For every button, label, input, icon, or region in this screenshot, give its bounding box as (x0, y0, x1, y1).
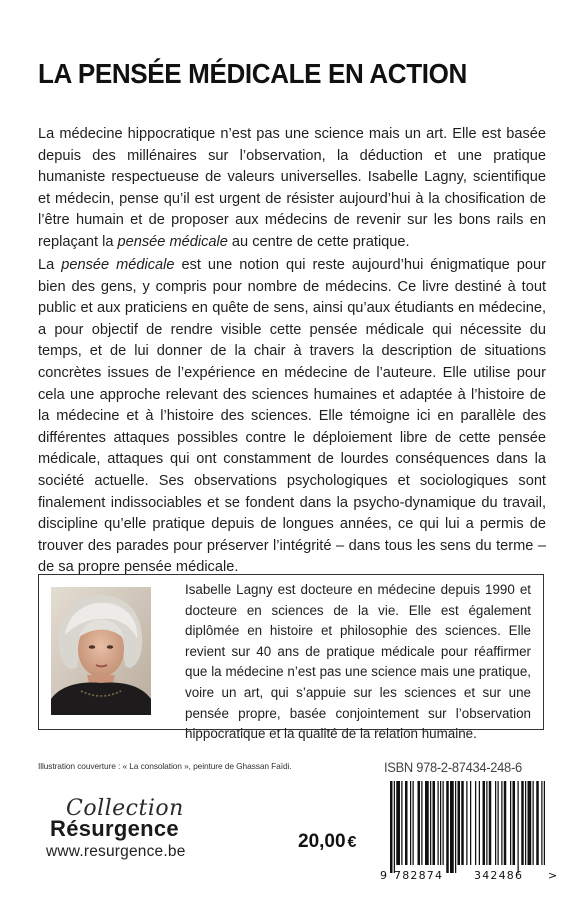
barcode-bar (418, 781, 421, 865)
author-bio-text: Isabelle Lagny est docteure en médecine depuis 1990 et docteure en sciences de la vie. Elle est également diplômée en histoire et philosophie des sciences. Elle revient sur 40 ans de pratique médicale pour réaffirmer que la médecine n’est pas une science mais une pratique, voire un art, qui s’appuie sur les sciences et sur une pensée propre, basée conjointement sur l’observation hippocratique et la qualité de la relation humaine. (185, 582, 531, 742)
logo-collection-text: Collection (66, 796, 184, 821)
barcode-bar (450, 781, 454, 873)
barcode-bar (461, 781, 464, 865)
illustration-credit: Illustration couverture : « La consolation », peinture de Ghassan Faïdi. (38, 761, 292, 771)
barcode-graphic (378, 781, 556, 885)
barcode-bar (401, 781, 402, 865)
barcode-bar (410, 781, 411, 865)
barcode-bar (536, 781, 539, 865)
barcode-bar (446, 781, 449, 873)
barcode-bar (396, 781, 400, 865)
p2-italic: pensée médicale (61, 257, 175, 273)
barcode-bar (544, 781, 545, 865)
isbn-barcode (378, 781, 556, 885)
barcode-digits-left: 782874 (394, 869, 444, 882)
price-amount: 20,00 (298, 831, 346, 852)
barcode-bar (521, 781, 524, 865)
barcode-bar (504, 781, 507, 865)
barcode-bar (501, 781, 502, 865)
barcode-end-mark: > (548, 869, 558, 882)
barcode-bar (486, 781, 487, 865)
barcode-bar (443, 781, 444, 865)
barcode-lead-digit: 9 (380, 869, 387, 882)
barcode-digits-right: 342486 (474, 869, 524, 882)
barcode-bar (498, 781, 499, 865)
author-photo (51, 587, 151, 715)
p1-text-b: au centre de cette pratique. (227, 233, 410, 250)
p1-italic: pensée médicale (117, 233, 228, 250)
price-currency: € (347, 834, 357, 851)
barcode-bar (458, 781, 461, 865)
publisher-logo (44, 796, 214, 844)
barcode-bar (533, 781, 534, 865)
barcode-bar (466, 781, 467, 865)
barcode-bar (518, 781, 519, 873)
barcode-bar (413, 781, 414, 865)
p2-text-a: La (38, 257, 62, 273)
barcode-bar (430, 781, 431, 865)
logo-resurgence-text: Résurgence (50, 816, 179, 841)
barcode-bar (525, 781, 526, 865)
barcode-bar (475, 781, 476, 865)
barcode-bar (541, 781, 542, 865)
barcode-bar (479, 781, 480, 865)
barcode-bar (390, 781, 393, 873)
p2-text-b: est une notion qui reste aujourd’hui énigmatique pour bien des gens, y compris pour nombre de médecins. Ce livre destiné à tout public et aux praticiens en quête de sens, ainsi qu’aux étudiants en médecine, a pour objectif de rendre visible cette pensée médicale qui nécessite du temps, et de lui donner de la chair à travers la description de situations concrètes issues de l’expérience en médecine de l’auteure. Elle utilise pour cela une approche relevant des sciences humaines et adaptée à l’histoire de la médecine et à l’histoire des sciences. Elle témoigne ici en parallèle des différentes attaques possibles contre le déploiement libre de cette pensée médicale, attaques qui ont constamment de lourdes conséquences dans la société actuelle. Ses observations psychologiques et sociologiques sont finalement indissociables et se fondent dans la psycho-dynamique du travail, discipline qu’elle pratique depuis de longues années, ce qui lui a permis de trouver des parades pour préserver l’intégrité – dans tous les sens du terme – de sa propre pensée médicale. (38, 257, 546, 576)
barcode-bar (528, 781, 532, 865)
barcode-bar (489, 781, 492, 865)
summary-paragraph-2 (38, 255, 546, 579)
book-title: LA PENSÉE MÉDICALE EN ACTION (38, 58, 467, 89)
barcode-bar (470, 781, 471, 865)
price-tag (298, 831, 356, 853)
barcode-bar (440, 781, 441, 865)
barcode-bar (433, 781, 436, 865)
summary-paragraph-1 (38, 124, 546, 254)
author-bio-box (38, 574, 544, 742)
isbn-label: ISBN 978-2-87434-248-6 (384, 759, 522, 775)
p1-text-a: La médecine hippocratique n’est pas une science mais un art. Elle est basée depuis des millénaires sur l’observation, la déduction et une pratique humaniste respectueuse de valeurs universelles. Isabelle Lagny, scientifique et médecin, pense qu’il est urgent de résister aujourd’hui à la chosification de l’être humain et de proposer aux médecins de revenir sur les bons rails en replaçant la (38, 126, 546, 250)
barcode-bar (405, 781, 408, 865)
barcode-bar (455, 781, 456, 873)
barcode-bar (421, 781, 422, 865)
barcode-bar (510, 781, 511, 865)
barcode-bar (425, 781, 429, 865)
barcode-bar (483, 781, 486, 865)
barcode-bar (495, 781, 496, 865)
publisher-website: www.resurgence.be (46, 843, 186, 860)
barcode-bar (394, 781, 395, 873)
barcode-bar (513, 781, 516, 865)
barcode-bar (438, 781, 439, 865)
